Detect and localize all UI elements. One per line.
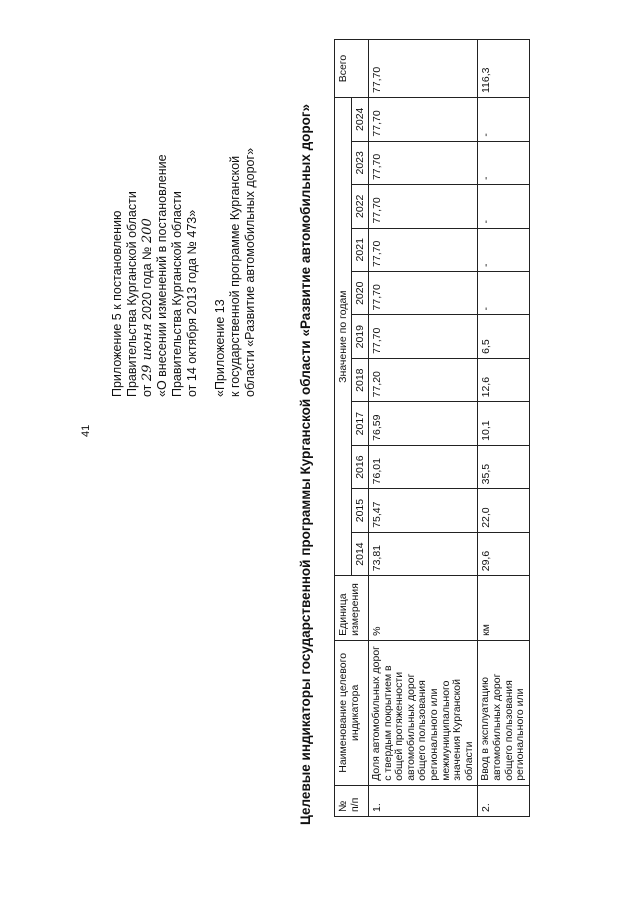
appendix-line-5: Правительства Курганской области	[170, 191, 184, 397]
year-header: 2019	[352, 315, 369, 358]
total-cell: 116,3	[478, 40, 529, 98]
header-total: Всего	[335, 40, 369, 98]
value-cell: 6,5	[478, 315, 529, 358]
indicators-table	[334, 39, 530, 817]
value-cell: -	[478, 228, 529, 271]
value-cell: 76,01	[369, 445, 478, 488]
document-title: Целевые индикаторы государственной программы Курганской области «Развитие автомобильных дорог»	[298, 103, 313, 825]
header-row-1	[335, 40, 352, 817]
appendix-date-mid: 2020 года №	[140, 246, 154, 320]
year-header: 2015	[352, 489, 369, 532]
appendix-line-2: Правительства Курганской области	[125, 191, 139, 397]
total-cell: 77,70	[369, 40, 478, 98]
value-cell: -	[478, 141, 529, 184]
value-cell: 29,6	[478, 532, 529, 575]
table-row	[369, 40, 478, 817]
value-cell: 77,70	[369, 141, 478, 184]
value-cell: 75,47	[369, 489, 478, 532]
appendix-line-9: области «Развитие автомобильных дорог»	[243, 147, 257, 397]
header-unit: Единица измерения	[335, 576, 369, 641]
value-cell: 77,70	[369, 271, 478, 314]
year-header: 2018	[352, 358, 369, 401]
appendix-line-3	[140, 37, 155, 397]
indicator-name: Доля автомобильных дорог с твердым покрытием в общей протяженности автомобильных дорог общего пользования регионального или межмуниципального значения Курганской области	[369, 640, 478, 785]
value-cell: 10,1	[478, 402, 529, 445]
value-cell: -	[478, 185, 529, 228]
value-cell: -	[478, 98, 529, 142]
value-cell: 35,5	[478, 445, 529, 488]
handwritten-number: 200	[140, 218, 155, 244]
year-header: 2021	[352, 228, 369, 271]
unit-cell: км	[478, 576, 529, 641]
appendix-line-6: от 14 октября 2013 года № 473»	[185, 209, 199, 397]
year-header: 2014	[352, 532, 369, 575]
appendix-header	[110, 37, 258, 397]
handwritten-date: 29 июня	[140, 323, 155, 382]
appendix-date-prefix: от	[140, 384, 154, 397]
value-cell: 77,70	[369, 98, 478, 142]
year-header: 2023	[352, 141, 369, 184]
header-name: Наименование целевого индикатора	[335, 640, 369, 785]
year-header: 2022	[352, 185, 369, 228]
year-header: 2016	[352, 445, 369, 488]
value-cell: 12,6	[478, 358, 529, 401]
appendix-line-7: «Приложение 13	[213, 299, 227, 397]
appendix-line-8: к государственной программе Курганской	[228, 155, 242, 397]
header-values-by-year: Значение по годам	[335, 98, 352, 576]
header-num: № п/п	[335, 785, 369, 816]
value-cell: 77,70	[369, 185, 478, 228]
appendix-line-1: Приложение 5 к постановлению	[110, 210, 124, 397]
value-cell: 77,20	[369, 358, 478, 401]
value-cell: 77,70	[369, 315, 478, 358]
value-cell: 76,59	[369, 402, 478, 445]
row-num: 1.	[369, 785, 478, 816]
year-header: 2024	[352, 98, 369, 142]
table-row	[478, 40, 529, 817]
value-cell: -	[478, 271, 529, 314]
row-num: 2.	[478, 785, 529, 816]
page-number: 41	[80, 424, 92, 437]
year-header: 2020	[352, 271, 369, 314]
appendix-line-4: «О внесении изменений в постановление	[155, 154, 169, 397]
unit-cell: %	[369, 576, 478, 641]
value-cell: 77,70	[369, 228, 478, 271]
value-cell: 22,0	[478, 489, 529, 532]
value-cell: 73,81	[369, 532, 478, 575]
year-header: 2017	[352, 402, 369, 445]
indicator-name: Ввод в эксплуатацию автомобильных дорог общего пользования регионального или	[478, 640, 529, 785]
